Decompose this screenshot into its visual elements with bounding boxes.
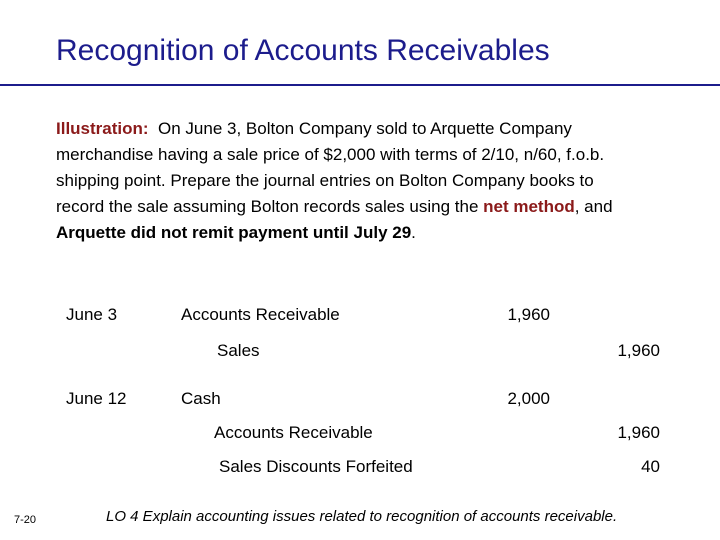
- entry2-credit-account-1: Accounts Receivable: [214, 423, 373, 442]
- paragraph-line-5: [56, 220, 696, 246]
- title-divider: [0, 84, 720, 86]
- entry2-date: June 12: [66, 389, 127, 408]
- paragraph-line-4: [56, 194, 696, 220]
- paragraph-line-3: shipping point. Prepare the journal entries on Bolton Company books to: [56, 171, 594, 190]
- entry1-credit-account: Sales: [217, 341, 260, 360]
- line4-post: , and: [574, 197, 613, 216]
- entry2-debit-account: Cash: [181, 389, 221, 408]
- entry1-date: June 3: [66, 305, 118, 324]
- line4-pre: record the sale assuming Bolton records sales using the: [56, 197, 484, 216]
- slide-title: Recognition of Accounts Receivables: [56, 34, 550, 67]
- paragraph-line-2: merchandise having a sale price of $2,000 with terms of 2/10, n/60, f.o.b.: [56, 145, 605, 164]
- line5-bold: Arquette did not remit payment until July 29: [56, 223, 412, 242]
- slide-number: 7-20: [14, 514, 37, 526]
- entry2-credit-account-2: Sales Discounts Forfeited: [219, 457, 413, 476]
- line5-end: .: [411, 223, 416, 242]
- entry2-credit-amount-1: 1,960: [617, 423, 660, 442]
- entry1-credit-amount: 1,960: [617, 341, 660, 360]
- illustration-label: Illustration:: [56, 119, 149, 138]
- illustration-paragraph: [56, 116, 696, 246]
- entry2-debit-amount: 2,000: [507, 389, 550, 408]
- line1-text: On June 3, Bolton Company sold to Arquette Company: [158, 119, 572, 138]
- learning-objective: LO 4 Explain accounting issues related to recognition of accounts receivable.: [106, 508, 618, 525]
- paragraph-line-1: [56, 116, 696, 142]
- net-method-highlight: net method: [483, 197, 575, 216]
- entry1-debit-account: Accounts Receivable: [181, 305, 340, 324]
- entry1-debit-amount: 1,960: [507, 305, 550, 324]
- entry2-credit-amount-2: 40: [641, 457, 660, 476]
